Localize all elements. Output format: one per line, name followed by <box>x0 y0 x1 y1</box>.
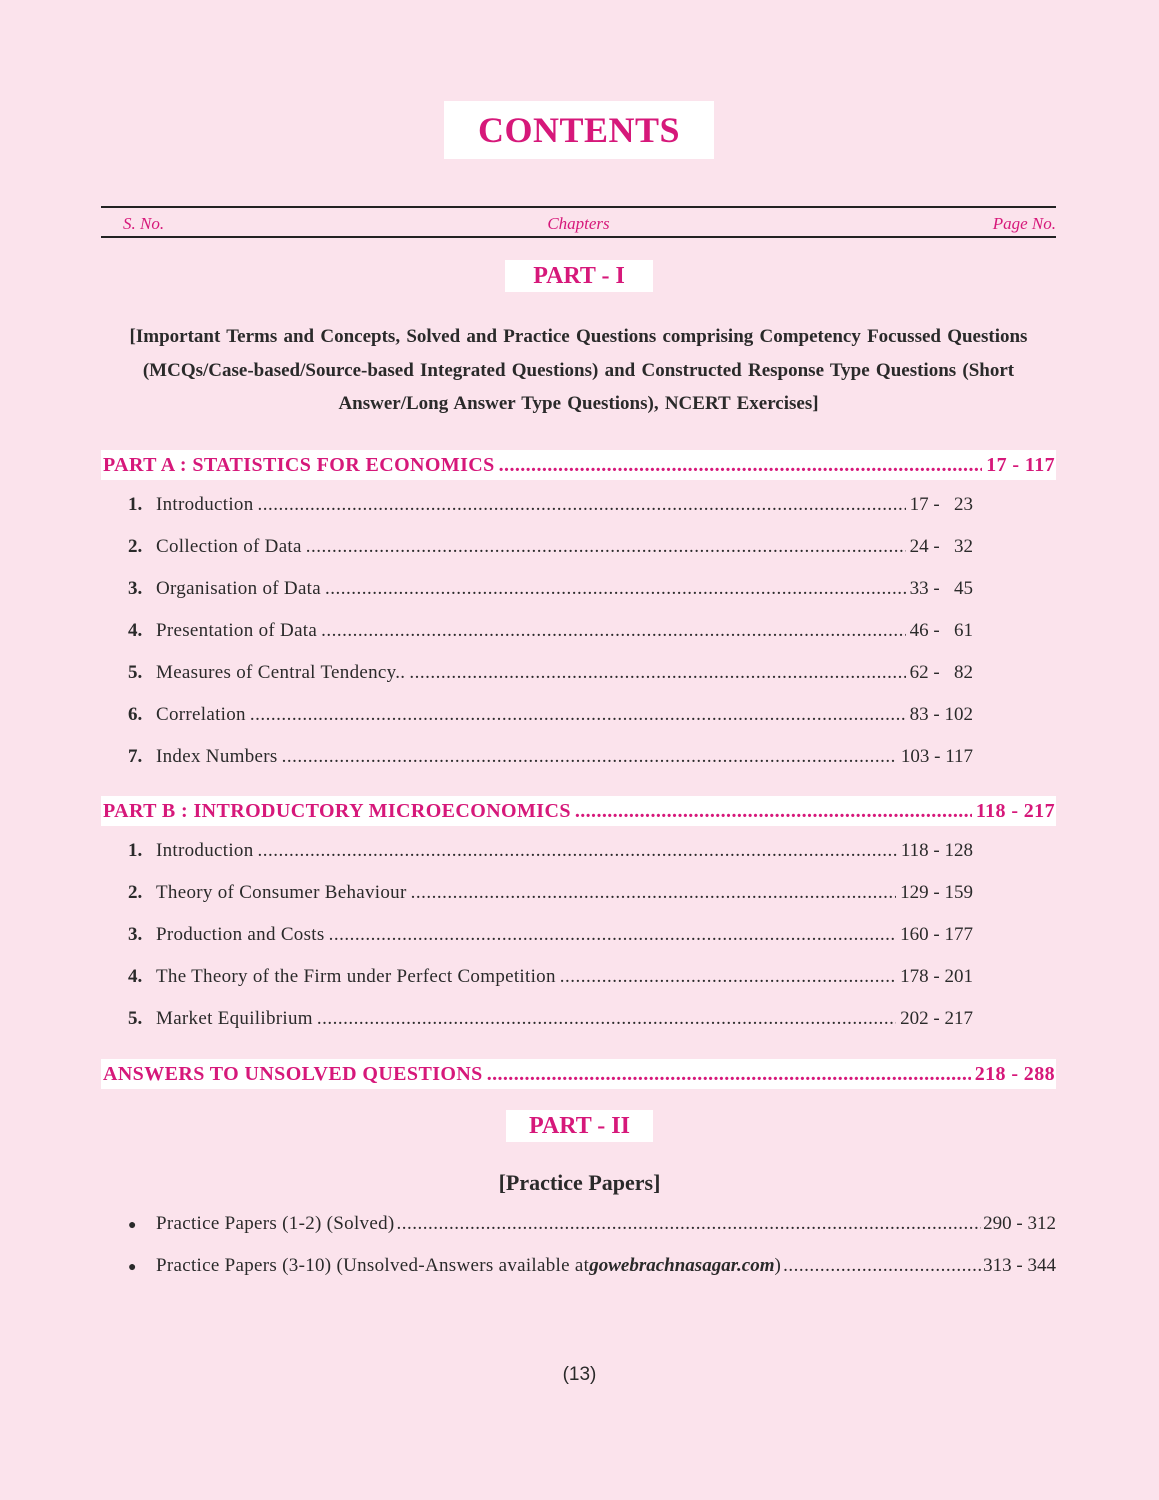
toc-item <box>128 1008 973 1034</box>
item-number: 2. <box>128 882 143 903</box>
toc-item <box>128 620 973 646</box>
item-title: Introduction <box>156 494 254 515</box>
toc-item <box>128 882 973 908</box>
item-number: 1. <box>128 840 143 861</box>
contents-title-box <box>444 101 714 159</box>
item-number: 3. <box>128 578 143 599</box>
dot-leader <box>282 746 897 768</box>
item-title: Introduction <box>156 840 254 861</box>
part-two-heading: PART - II <box>506 1110 653 1142</box>
item-title: Organisation of Data <box>156 578 321 599</box>
part-one-description: [Important Terms and Concepts, Solved and Practice Questions comprising Competency Focussed Questions (MCQs/Case-based/Source-based Integrated Questions) and Constructed Response Type Questions (Short Answer/Long Answer Type Questions), NCERT Exercises] <box>129 326 1028 414</box>
practice-item-title: Practice Papers (3-10) (Unsolved-Answers available at <box>156 1255 590 1276</box>
dot-leader <box>258 840 897 862</box>
practice-item-pages: 290 - 312 <box>983 1213 1056 1234</box>
item-title: Index Numbers <box>156 746 278 767</box>
dot-leader <box>560 966 896 988</box>
section-part-a-label: PART A : STATISTICS FOR ECONOMICS <box>103 453 495 476</box>
toc-item <box>128 840 973 866</box>
item-pages: 62 - 82 <box>909 662 973 683</box>
table-header <box>101 206 1056 238</box>
dot-leader <box>258 494 906 516</box>
header-sno: S. No. <box>123 214 165 233</box>
dot-leader <box>321 620 906 642</box>
item-title: Market Equilibrium <box>156 1008 313 1029</box>
item-pages: 83 - 102 <box>909 704 973 725</box>
dot-leader <box>329 924 897 946</box>
contents-title: CONTENTS <box>477 110 681 150</box>
item-number: 3. <box>128 924 143 945</box>
toc-item <box>128 662 973 688</box>
dot-leader <box>783 1255 981 1277</box>
practice-item <box>128 1255 1056 1281</box>
dot-leader <box>487 1063 971 1086</box>
item-number: 4. <box>128 966 143 987</box>
toc-item <box>128 578 973 604</box>
dot-leader <box>411 882 897 904</box>
section-answers <box>101 1059 1056 1089</box>
item-title: Collection of Data <box>156 536 302 557</box>
item-pages: 178 - 201 <box>900 966 973 987</box>
item-number: 7. <box>128 746 143 767</box>
item-pages: 103 - 117 <box>900 746 973 767</box>
header-page-no: Page No. <box>992 214 1056 233</box>
dot-leader <box>317 1008 896 1030</box>
practice-item-pages: 313 - 344 <box>983 1255 1056 1276</box>
item-title: Correlation <box>156 704 246 725</box>
practice-papers-heading: [Practice Papers] <box>498 1170 661 1195</box>
section-part-b <box>101 796 1056 826</box>
dot-leader <box>397 1213 982 1235</box>
practice-item-title-close: ) <box>774 1255 782 1276</box>
item-number: 5. <box>128 1008 143 1029</box>
toc-item <box>128 966 973 992</box>
item-number: 2. <box>128 536 143 557</box>
bullet-icon: ● <box>128 1260 137 1275</box>
part-one-heading: PART - I <box>505 260 653 292</box>
item-title: The Theory of the Firm under Perfect Competition <box>156 966 556 987</box>
dot-leader <box>575 800 972 823</box>
item-pages: 160 - 177 <box>900 924 973 945</box>
toc-item <box>128 494 973 520</box>
item-number: 4. <box>128 620 143 641</box>
section-part-b-label: PART B : INTRODUCTORY MICROECONOMICS <box>103 799 571 822</box>
item-pages: 202 - 217 <box>900 1008 973 1029</box>
item-pages: 129 - 159 <box>900 882 973 903</box>
section-answers-pages: 218 - 288 <box>974 1062 1055 1085</box>
practice-item-title: Practice Papers (1-2) (Solved) <box>156 1213 395 1234</box>
section-part-a <box>101 450 1056 480</box>
item-title: Production and Costs <box>156 924 325 945</box>
toc-item <box>128 924 973 950</box>
item-number: 5. <box>128 662 143 683</box>
item-pages: 17 - 23 <box>909 494 973 515</box>
item-title: Presentation of Data <box>156 620 318 641</box>
dot-leader <box>306 536 906 558</box>
website-link[interactable]: gowebrachnasagar.com <box>589 1255 775 1276</box>
dot-leader <box>325 578 906 600</box>
page-number: (13) <box>562 1364 597 1385</box>
dot-leader <box>409 662 905 684</box>
dot-leader <box>250 704 906 726</box>
item-pages: 118 - 128 <box>900 840 973 861</box>
item-number: 1. <box>128 494 143 515</box>
item-title: Measures of Central Tendency.. <box>156 662 406 683</box>
section-part-b-pages: 118 - 217 <box>975 799 1055 822</box>
item-pages: 24 - 32 <box>909 536 973 557</box>
practice-item <box>128 1213 1056 1239</box>
item-number: 6. <box>128 704 143 725</box>
section-part-a-pages: 17 - 117 <box>986 453 1055 476</box>
dot-leader <box>499 454 983 477</box>
bullet-icon: ● <box>128 1218 137 1233</box>
item-pages: 46 - 61 <box>909 620 973 641</box>
toc-item <box>128 704 973 730</box>
toc-item <box>128 746 973 772</box>
toc-item <box>128 536 973 562</box>
section-answers-label: ANSWERS TO UNSOLVED QUESTIONS <box>103 1062 483 1085</box>
header-chapters: Chapters <box>547 214 610 233</box>
item-pages: 33 - 45 <box>909 578 973 599</box>
item-title: Theory of Consumer Behaviour <box>156 882 407 903</box>
